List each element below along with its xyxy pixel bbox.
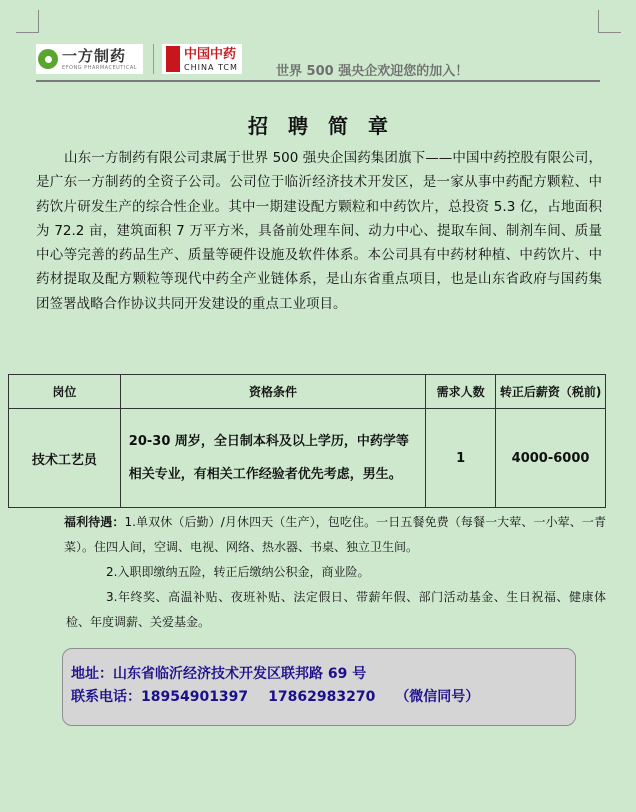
cell-salary: 4000-6000 bbox=[496, 409, 606, 508]
china-tcm-seal-icon bbox=[166, 46, 180, 72]
header-divider bbox=[36, 80, 600, 82]
phone-number-1: 18954901397 bbox=[141, 689, 249, 705]
benefit-item-3: 3.年终奖、高温补贴、夜班补贴、法定假日、带薪年假、部门活动基金、生日祝福、健康体检、年度调薪、关爱基金。 bbox=[66, 590, 606, 629]
wechat-note: （微信同号） bbox=[395, 689, 480, 705]
benefit-item-1 bbox=[64, 510, 606, 560]
page-title: 招聘简章 bbox=[248, 114, 408, 139]
company-intro: 山东一方制药有限公司隶属于世界 500 强央企国药集团旗下——中国中药控股有限公司，是广东一方制药的全资子公司。公司位于临沂经济技术开发区，是一家从事中药配方颗粒、中药饮片研发生产的综合性企业。其中一期建设配方颗粒和中药饮片，总投资 5.3 亿，占地面积为 72.2 亩，建筑面积 7 万平方米，具备前处理车间、动力中心、提取车间、制剂车间、质量中心等完善的药品生产、质量等硬件设施及软件体系。本公司具有中药材种植、中药饮片、中药材提取及配方颗粒等现代中药全产业链体系，是山东省重点项目，也是山东省政府与国药集团签署战略合作协议共同开发建设的重点工业项目。 bbox=[36, 150, 602, 312]
logo-divider bbox=[153, 44, 154, 74]
cell-position: 技术工艺员 bbox=[9, 409, 121, 508]
cell-count: 1 bbox=[426, 409, 496, 508]
contact-box bbox=[62, 648, 576, 726]
cell-requirements: 20-30 周岁，全日制本科及以上学历，中药学等相关专业，有相关工作经验者优先考虑，男生。 bbox=[120, 409, 425, 508]
contact-phone bbox=[71, 686, 499, 706]
slogan: 世界 500 强央企欢迎您的加入！ bbox=[276, 64, 469, 79]
crop-mark-top-left bbox=[16, 10, 39, 33]
col-header-requirements: 资格条件 bbox=[120, 375, 425, 409]
contact-address: 地址：山东省临沂经济技术开发区联邦路 69 号 bbox=[71, 666, 367, 682]
job-table bbox=[8, 374, 606, 508]
efong-logo-en: EFONG PHARMACEUTICAL bbox=[62, 65, 138, 71]
phone-number-2: 17862983270 bbox=[268, 689, 376, 705]
china-tcm-logo-en: CHINA TCM bbox=[184, 62, 238, 72]
efong-logo bbox=[36, 44, 143, 74]
china-tcm-logo bbox=[162, 44, 242, 74]
benefits-section bbox=[66, 510, 606, 635]
benefit-item-2: 2.入职即缴纳五险，转正后缴纳公积金，商业险。 bbox=[106, 565, 370, 579]
col-header-position: 岗位 bbox=[9, 375, 121, 409]
col-header-salary: 转正后薪资（税前) bbox=[496, 375, 606, 409]
benefit-item-1-text: 1.单双休（后勤）/月休四天（生产），包吃住。一日五餐免费（每餐一大荤、一小荤、一青菜）。住四人间，空调、电视、网络、热水器、书桌、独立卫生间。 bbox=[64, 515, 606, 554]
efong-logo-icon bbox=[38, 49, 58, 69]
phone-label: 联系电话： bbox=[71, 689, 141, 705]
china-tcm-logo-cn: 中国中药 bbox=[184, 46, 237, 62]
table-row bbox=[9, 409, 606, 508]
col-header-count: 需求人数 bbox=[426, 375, 496, 409]
efong-logo-cn: 一方制药 bbox=[62, 47, 127, 65]
table-header-row bbox=[9, 375, 606, 409]
crop-mark-top-right bbox=[598, 10, 621, 33]
benefits-label: 福利待遇： bbox=[64, 515, 125, 529]
